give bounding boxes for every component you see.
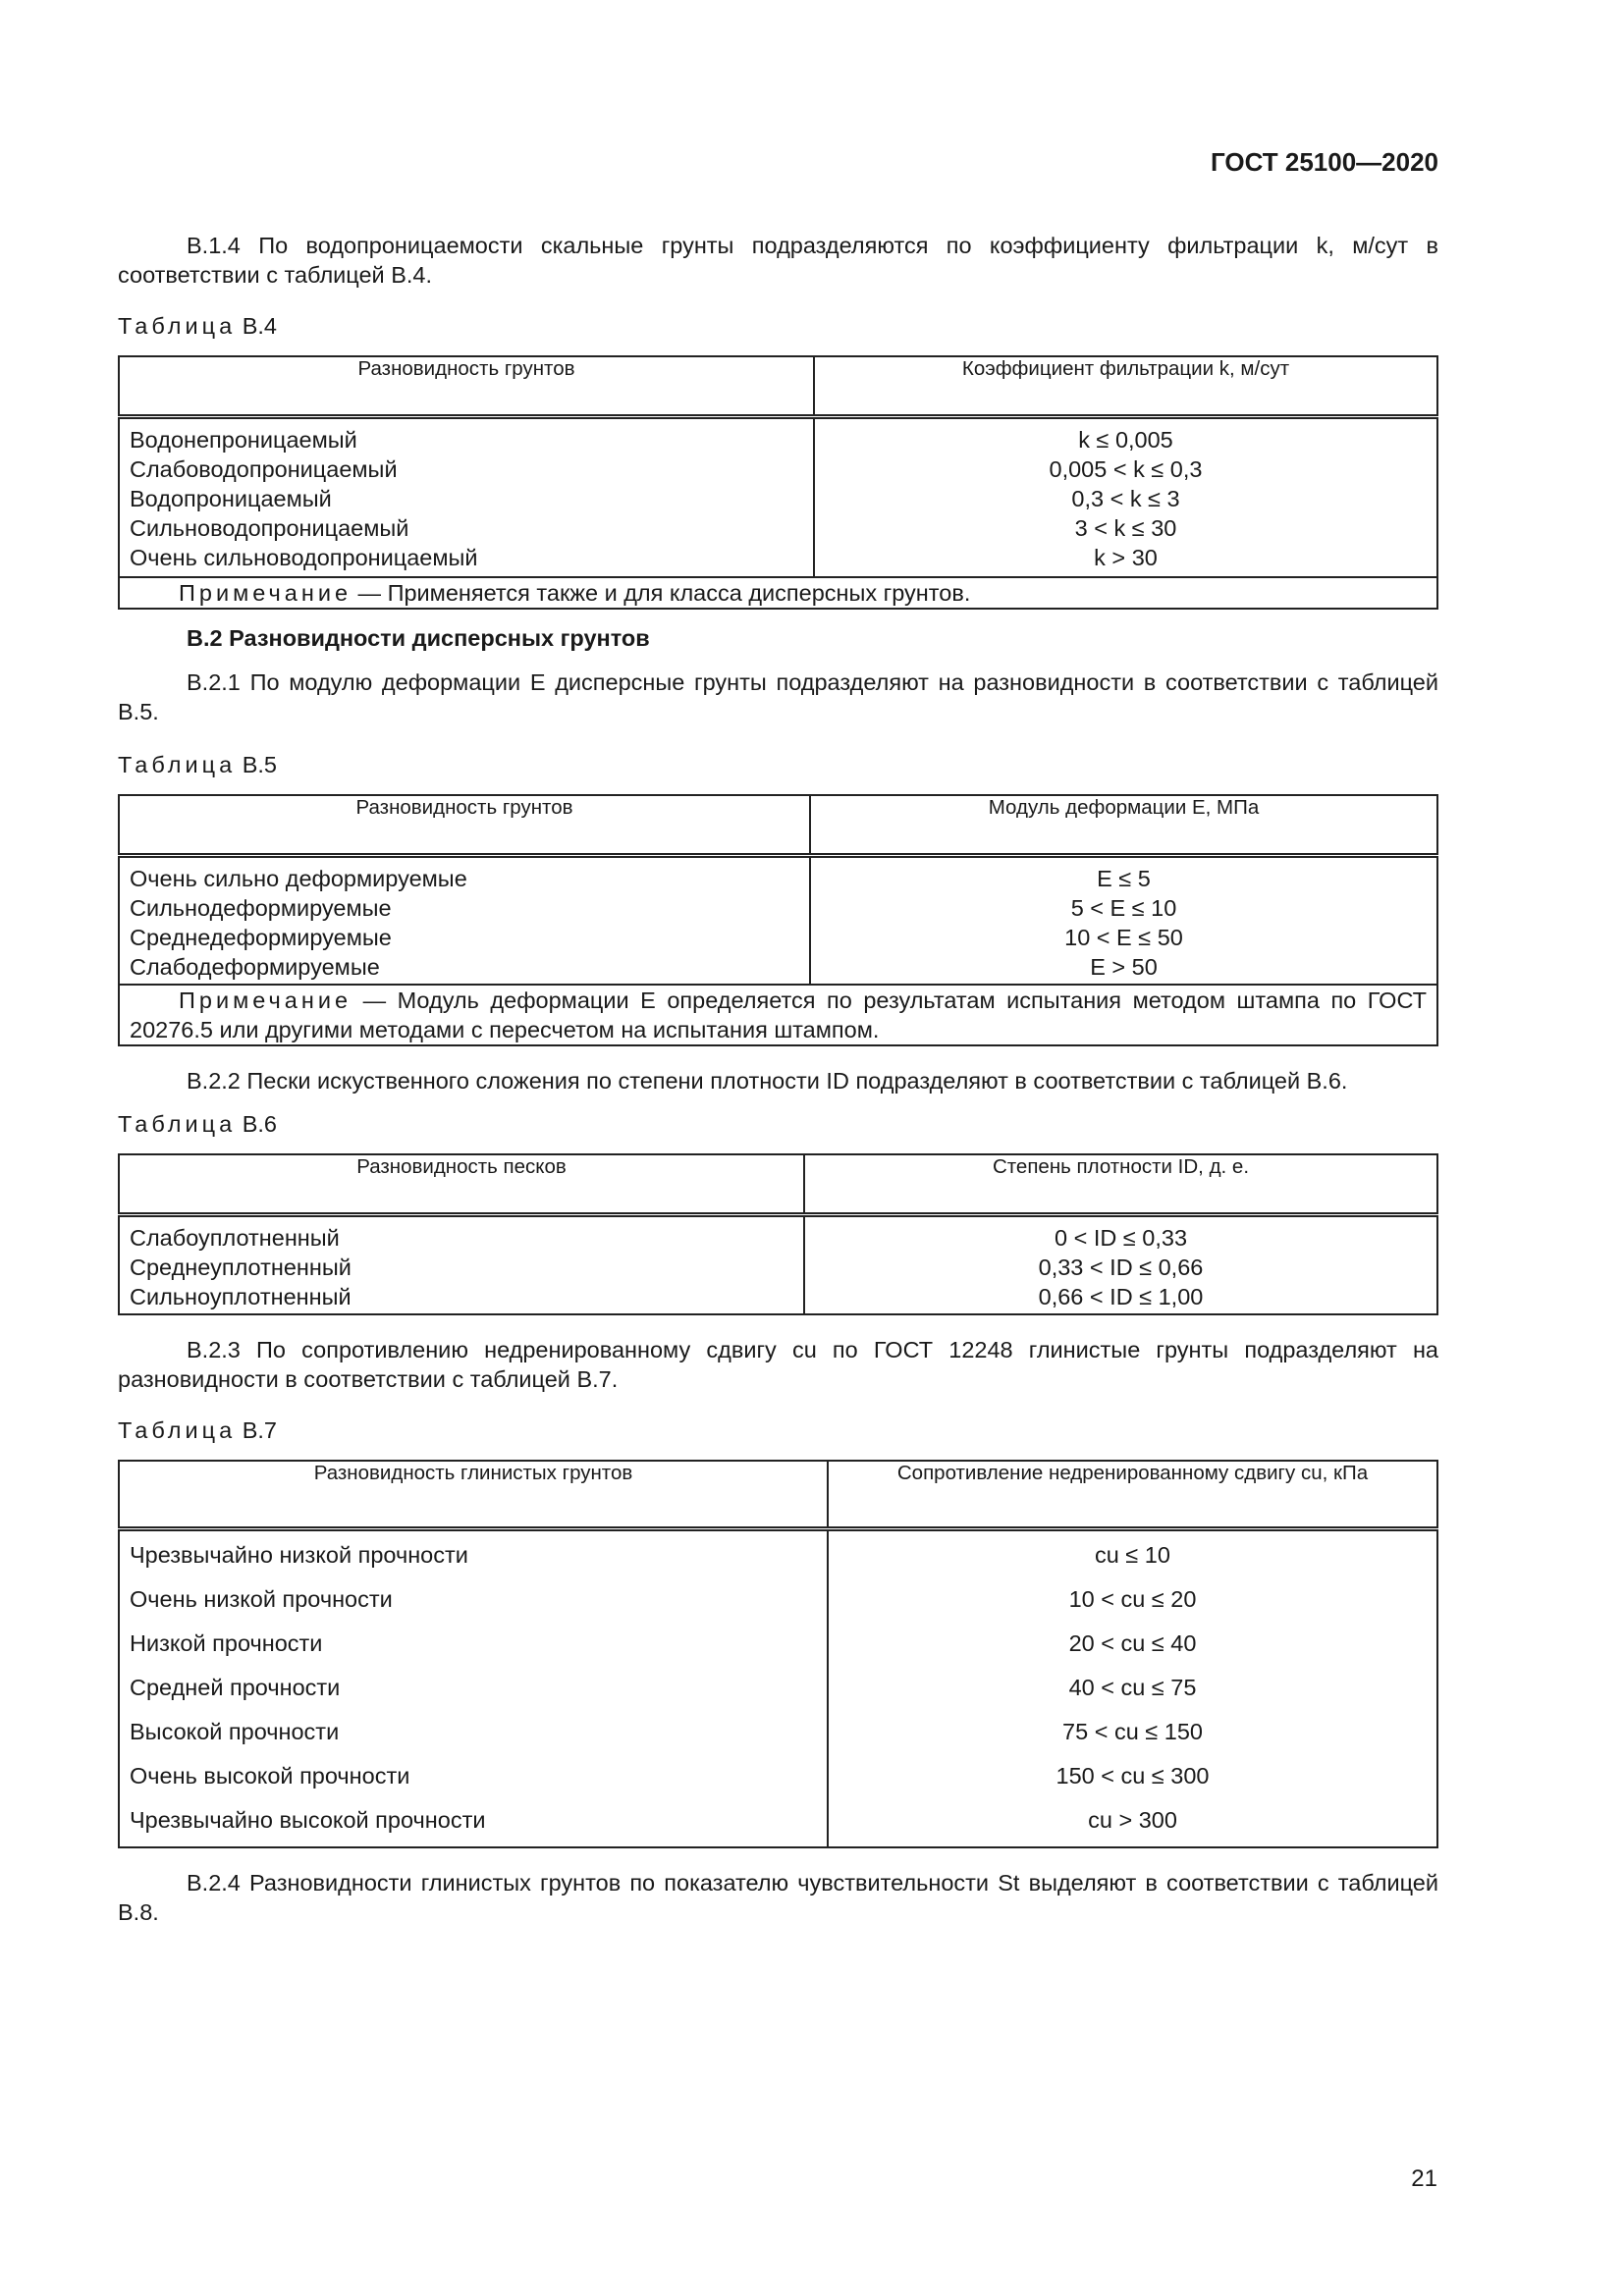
table-cell: E > 50 xyxy=(1090,954,1158,980)
table-header-cell: Коэффициент фильтрации k, м/сут xyxy=(961,357,1290,380)
note-text: — Модуль деформации E определяется по результатам испытания методом штампа по ГОСТ 20276.5 или другими методами с пересчетом на испытания штампом. xyxy=(130,988,1427,1042)
table-body-row xyxy=(119,417,1437,578)
table-note-row xyxy=(119,577,1437,609)
table-cell: Средней прочности xyxy=(130,1675,341,1700)
paragraph-b14: В.1.4 По водопроницаемости скальные грунты подразделяются по коэффициенту фильтрации k, м/сут в соответствии с таблицей В.4. xyxy=(118,233,1438,288)
table-b4 xyxy=(118,355,1438,610)
table-col1-cell xyxy=(119,1529,828,1848)
document-code: ГОСТ 25100—2020 xyxy=(1211,147,1438,177)
table-body-row xyxy=(119,1215,1437,1315)
table-header-cell: Сопротивление недренированному сдвигу cu, кПа xyxy=(896,1462,1369,1484)
table-note-row xyxy=(119,985,1437,1045)
table-cell: Чрезвычайно высокой прочности xyxy=(130,1807,486,1833)
table-header-cell: Разновидность грунтов xyxy=(119,356,814,417)
table-cell: Среднеуплотненный xyxy=(130,1255,352,1280)
table-cell: Чрезвычайно низкой прочности xyxy=(130,1542,468,1568)
table-cell: Высокой прочности xyxy=(130,1719,340,1744)
table-cell: 40 < cu ≤ 75 xyxy=(1068,1675,1197,1700)
table-cell: cu > 300 xyxy=(1088,1807,1177,1833)
table-cell: Среднедеформируемые xyxy=(130,925,392,950)
table-note xyxy=(119,985,1437,1045)
table-cell: 3 < k ≤ 30 xyxy=(1074,515,1177,541)
table-cell: Очень высокой прочности xyxy=(130,1763,410,1789)
table-cell: Очень сильно деформируемые xyxy=(130,866,467,891)
table-caption-number: В.4 xyxy=(242,313,277,339)
note-word: Примечание xyxy=(179,988,352,1013)
table-cell: Низкой прочности xyxy=(130,1630,323,1656)
table-cell: k > 30 xyxy=(1094,545,1158,570)
table-col2-cell xyxy=(814,417,1437,578)
table-col2-cell xyxy=(828,1529,1437,1848)
paragraph-b21: В.2.1 По модулю деформации E дисперсные грунты подразделяют на разновидности в соответствии с таблицей В.5. xyxy=(118,669,1438,724)
table-caption-number: В.7 xyxy=(242,1417,277,1443)
table-body-row xyxy=(119,856,1437,986)
paragraph-b24: В.2.4 Разновидности глинистых грунтов по показателю чувствительности St выделяют в соответствии с таблицей В.8. xyxy=(118,1870,1438,1925)
table-caption-word: Таблица xyxy=(118,313,237,339)
table-cell: 0,005 < k ≤ 0,3 xyxy=(1049,456,1203,482)
table-cell: Сильноуплотненный xyxy=(130,1284,352,1309)
table-cell: Сильноводопроницаемый xyxy=(130,515,409,541)
table-body-row xyxy=(119,1529,1437,1848)
note-text: — Применяется также и для класса дисперсных грунтов. xyxy=(352,580,971,606)
table-caption-word: Таблица xyxy=(118,1417,237,1443)
table-caption-number: В.5 xyxy=(242,752,277,777)
table-b5 xyxy=(118,794,1438,1046)
table-col1-cell xyxy=(119,1215,804,1315)
table-b7-caption xyxy=(118,1417,1438,1444)
paragraph-b23: В.2.3 По сопротивлению недренированному сдвигу cu по ГОСТ 12248 глинистые грунты подразделяют на разновидности в соответствии с таблицей В.7. xyxy=(118,1337,1438,1392)
table-cell: Водопроницаемый xyxy=(130,486,332,511)
table-header-cell: Степень плотности ID, д. е. xyxy=(992,1155,1250,1178)
table-caption-number: В.6 xyxy=(242,1111,277,1137)
page-content xyxy=(118,147,1438,1927)
table-cell: 5 < E ≤ 10 xyxy=(1070,895,1177,921)
table-col1-cell xyxy=(119,856,810,986)
table-cell: Водонепроницаемый xyxy=(130,427,357,453)
table-cell: Слабодеформируемые xyxy=(130,954,380,980)
table-cell: 75 < cu ≤ 150 xyxy=(1062,1719,1203,1744)
table-cell: 0,66 < ID ≤ 1,00 xyxy=(1038,1284,1204,1309)
table-col2-cell xyxy=(810,856,1437,986)
table-cell: 20 < cu ≤ 40 xyxy=(1068,1630,1197,1656)
page-number: 21 xyxy=(1411,2165,1437,2192)
table-cell: 10 < E ≤ 50 xyxy=(1064,925,1183,950)
table-note xyxy=(119,577,1437,609)
table-cell: Слабоводопроницаемый xyxy=(130,456,398,482)
table-col2-cell xyxy=(804,1215,1437,1315)
table-header-cell: Разновидность грунтов xyxy=(119,795,810,856)
paragraph-b22: В.2.2 Пески искуственного сложения по степени плотности ID подразделяют в соответствии с таблицей В.6. xyxy=(187,1068,1348,1094)
table-header-row xyxy=(119,356,1437,417)
table-header-row xyxy=(119,1154,1437,1215)
table-caption-word: Таблица xyxy=(118,1111,237,1137)
table-header-cell: Модуль деформации E, МПа xyxy=(988,796,1260,819)
table-cell: k ≤ 0,005 xyxy=(1078,427,1173,453)
note-word: Примечание xyxy=(179,580,352,606)
table-caption-word: Таблица xyxy=(118,752,237,777)
table-header-row xyxy=(119,1461,1437,1529)
table-cell: E ≤ 5 xyxy=(1097,866,1151,891)
table-header-cell: Разновидность глинистых грунтов xyxy=(119,1461,828,1529)
section-title-b2: В.2 Разновидности дисперсных грунтов xyxy=(187,625,650,651)
table-b5-caption xyxy=(118,752,1438,778)
table-header-cell: Разновидность песков xyxy=(119,1154,804,1215)
table-b6-caption xyxy=(118,1111,1438,1138)
table-cell: Сильнодеформируемые xyxy=(130,895,392,921)
table-cell: 0 < ID ≤ 0,33 xyxy=(1054,1225,1188,1251)
table-cell: Очень сильноводопроницаемый xyxy=(130,545,478,570)
table-cell: cu ≤ 10 xyxy=(1095,1542,1170,1568)
table-b6 xyxy=(118,1153,1438,1315)
table-b7 xyxy=(118,1460,1438,1848)
table-cell: 0,33 < ID ≤ 0,66 xyxy=(1038,1255,1204,1280)
table-cell: Очень низкой прочности xyxy=(130,1586,393,1612)
table-header-row xyxy=(119,795,1437,856)
table-cell: 150 < cu ≤ 300 xyxy=(1056,1763,1210,1789)
table-cell: 10 < cu ≤ 20 xyxy=(1068,1586,1197,1612)
table-b4-caption xyxy=(118,313,1438,340)
table-cell: 0,3 < k ≤ 3 xyxy=(1071,486,1180,511)
table-cell: Слабоуплотненный xyxy=(130,1225,340,1251)
table-col1-cell xyxy=(119,417,814,578)
